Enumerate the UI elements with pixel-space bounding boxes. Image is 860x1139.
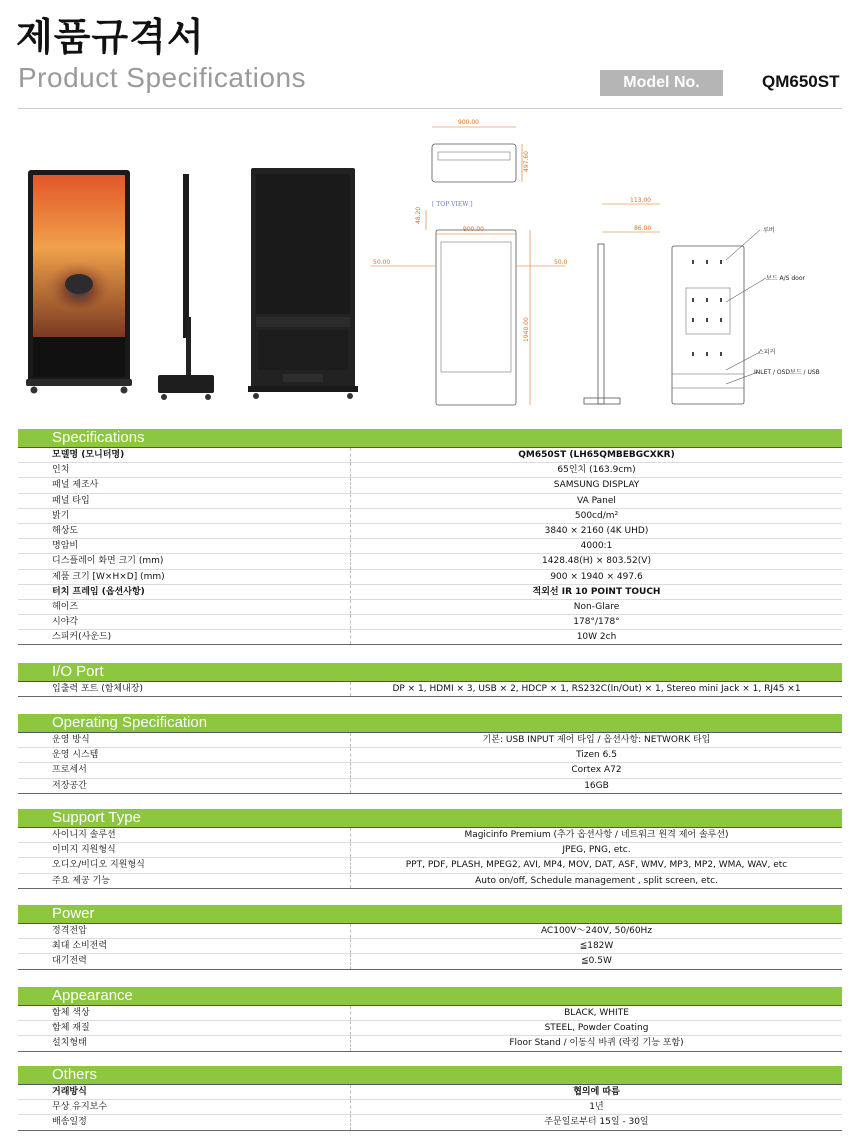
spec-key: 배송일정 bbox=[18, 1115, 351, 1129]
label-door: 보드 A/S door bbox=[766, 275, 805, 282]
spec-rows bbox=[18, 923, 842, 970]
dim-margin-right: 50.0 bbox=[554, 259, 568, 266]
top-view-label: [ TOP VIEW ] bbox=[432, 201, 473, 208]
spec-value: 4000:1 bbox=[580, 541, 613, 552]
spec-value: 500cd/m² bbox=[574, 510, 619, 521]
spec-row bbox=[18, 1006, 842, 1021]
spec-value: Auto on/off, Schedule management , split screen, etc. bbox=[475, 875, 718, 886]
dim-height: 1940.00 bbox=[523, 317, 530, 342]
spec-row bbox=[18, 843, 842, 858]
spec-key: 정격전압 bbox=[18, 924, 351, 938]
section-header: I/O Port bbox=[18, 663, 842, 681]
spec-value: Magicinfo Premium (추가 옵션사항 / 네트워크 원격 제어 솔루션) bbox=[464, 830, 729, 840]
dim-side-top: 113.00 bbox=[630, 197, 651, 204]
spec-row bbox=[18, 748, 842, 763]
spec-value: 178°/178° bbox=[573, 617, 620, 628]
spec-value: PPT, PDF, PLASH, MPEG2, AVI, MP4, MOV, DAT, ASF, WMV, MP3, MP2, WMA, WAV, etc bbox=[405, 860, 788, 871]
spec-row bbox=[18, 615, 842, 630]
spec-value: 900 × 1940 × 497.6 bbox=[550, 571, 643, 582]
spec-value: DP × 1, HDMI × 3, USB × 2, HDCP × 1, RS232C(In/Out) × 1, Stereo mini Jack × 1, RJ45 ×1 bbox=[392, 684, 801, 694]
dim-top-depth: 497.60 bbox=[523, 151, 530, 172]
dim-top-offset: 48.20 bbox=[415, 206, 422, 224]
kiosk-front-photo bbox=[26, 170, 132, 394]
spec-row bbox=[18, 509, 842, 524]
label-cover: 루버 bbox=[763, 227, 775, 234]
section-operating-specification bbox=[18, 714, 842, 794]
spec-row bbox=[18, 1021, 842, 1036]
spec-value: 적외선 IR 10 POINT TOUCH bbox=[532, 586, 661, 597]
page-title-english: Product Specifications bbox=[18, 62, 307, 93]
section-header: Support Type bbox=[18, 809, 842, 827]
dim-margin-left: 50.00 bbox=[373, 259, 391, 266]
spec-row bbox=[18, 858, 842, 873]
spec-row bbox=[18, 1036, 842, 1051]
kiosk-side-photo bbox=[158, 174, 214, 400]
spec-value: BLACK, WHITE bbox=[564, 1008, 629, 1018]
spec-key: 터치 프레임 (옵션사항) bbox=[18, 585, 351, 599]
spec-row bbox=[18, 733, 842, 748]
dim-side-mid: 86.00 bbox=[634, 225, 652, 232]
dim-top-width: 900.00 bbox=[458, 119, 479, 126]
section-power bbox=[18, 905, 842, 970]
spec-value: STEEL, Powder Coating bbox=[544, 1023, 649, 1034]
spec-key: 오디오/비디오 지원형식 bbox=[18, 858, 351, 872]
spec-row bbox=[18, 539, 842, 554]
spec-key: 무상 유지보수 bbox=[18, 1100, 351, 1114]
spec-value: 1428.48(H) × 803.52(V) bbox=[542, 556, 651, 567]
spec-key: 디스플레이 화면 크기 (mm) bbox=[18, 554, 351, 568]
label-speaker: 스피커 bbox=[758, 349, 776, 356]
spec-key: 대기전력 bbox=[18, 954, 351, 968]
spec-key: 패널 제조사 bbox=[18, 478, 351, 492]
spec-row bbox=[18, 682, 842, 697]
spec-row bbox=[18, 524, 842, 539]
spec-value: ≦182W bbox=[579, 941, 614, 952]
spec-value: Tizen 6.5 bbox=[576, 750, 617, 761]
section-header: Power bbox=[18, 905, 842, 923]
spec-row bbox=[18, 828, 842, 843]
spec-row bbox=[18, 763, 842, 778]
spec-value: VA Panel bbox=[577, 495, 616, 506]
spec-rows bbox=[18, 447, 842, 645]
spec-row bbox=[18, 954, 842, 969]
spec-row bbox=[18, 630, 842, 645]
section-header: Operating Specification bbox=[18, 714, 842, 732]
spec-key: 스피커(사운드) bbox=[18, 630, 351, 644]
spec-value: 기본: USB INPUT 제어 타입 / 옵션사항: NETWORK 타입 bbox=[482, 735, 711, 745]
spec-key: 해상도 bbox=[18, 524, 351, 538]
spec-key: 최대 소비전력 bbox=[18, 939, 351, 953]
spec-value: 협의에 따름 bbox=[573, 1087, 620, 1097]
spec-key: 이미지 지원형식 bbox=[18, 843, 351, 857]
spec-rows bbox=[18, 827, 842, 889]
spec-row bbox=[18, 448, 842, 463]
spec-value: 65인치 (163.9cm) bbox=[557, 465, 636, 476]
spec-value: ≦0.5W bbox=[581, 956, 612, 967]
spec-key: 설치형태 bbox=[18, 1036, 351, 1050]
spec-key: 시야각 bbox=[18, 615, 351, 629]
spec-value: 16GB bbox=[584, 780, 609, 791]
section-support-type bbox=[18, 809, 842, 889]
spec-row bbox=[18, 779, 842, 794]
spec-key: 함체 색상 bbox=[18, 1006, 351, 1020]
section-header: Specifications bbox=[18, 429, 842, 447]
spec-row bbox=[18, 1100, 842, 1115]
spec-row bbox=[18, 924, 842, 939]
technical-drawing bbox=[370, 119, 820, 405]
spec-row bbox=[18, 600, 842, 615]
spec-value: JPEG, PNG, etc. bbox=[562, 845, 631, 856]
spec-key: 프로세서 bbox=[18, 763, 351, 777]
spec-key: 입출력 포트 (함체내장) bbox=[18, 682, 351, 696]
spec-key: 헤이즈 bbox=[18, 600, 351, 614]
spec-value: AC100V～240V, 50/60Hz bbox=[540, 926, 653, 936]
spec-key: 운영 시스템 bbox=[18, 748, 351, 762]
section-others bbox=[18, 1066, 842, 1131]
spec-row bbox=[18, 939, 842, 954]
title-divider bbox=[18, 108, 842, 109]
spec-key: 명암비 bbox=[18, 539, 351, 553]
spec-key: 함체 재질 bbox=[18, 1021, 351, 1035]
model-number-label: Model No. bbox=[600, 70, 723, 96]
product-images-area bbox=[18, 112, 842, 424]
spec-key: 거래방식 bbox=[18, 1085, 351, 1099]
section-appearance bbox=[18, 987, 842, 1052]
spec-key: 제품 크기 [W×H×D] (mm) bbox=[18, 570, 351, 584]
section-io-port bbox=[18, 663, 842, 697]
spec-rows bbox=[18, 1005, 842, 1052]
spec-key: 인치 bbox=[18, 463, 351, 477]
dim-front-width: 900.00 bbox=[463, 226, 484, 233]
spec-value: QM650ST (LH65QMBEBGCXKR) bbox=[518, 450, 675, 460]
spec-rows bbox=[18, 732, 842, 794]
section-header: Appearance bbox=[18, 987, 842, 1005]
spec-key: 저장공간 bbox=[18, 779, 351, 793]
model-number-value: QM650ST bbox=[762, 72, 840, 91]
spec-key: 사이니지 솔루션 bbox=[18, 828, 351, 842]
spec-key: 패널 타입 bbox=[18, 494, 351, 508]
kiosk-back-photo bbox=[248, 168, 358, 399]
spec-value: Non-Glare bbox=[573, 601, 620, 612]
section-specifications bbox=[18, 429, 842, 645]
spec-value: Cortex A72 bbox=[571, 765, 622, 776]
spec-key: 운영 방식 bbox=[18, 733, 351, 747]
spec-row bbox=[18, 874, 842, 889]
spec-value: 주문일로부터 15일 - 30일 bbox=[544, 1117, 649, 1128]
spec-row bbox=[18, 585, 842, 600]
page-title-korean: 제품규격서 bbox=[16, 15, 205, 59]
spec-value: 10W 2ch bbox=[576, 632, 617, 643]
spec-key: 주요 제공 기능 bbox=[18, 874, 351, 888]
spec-row bbox=[18, 1115, 842, 1130]
spec-row bbox=[18, 570, 842, 585]
spec-row bbox=[18, 554, 842, 569]
spec-row bbox=[18, 478, 842, 493]
spec-rows bbox=[18, 1084, 842, 1131]
section-header: Others bbox=[18, 1066, 842, 1084]
spec-value: Floor Stand / 이동식 바퀴 (락킹 기능 포함) bbox=[509, 1038, 684, 1049]
spec-key: 모델명 (모니터명) bbox=[18, 448, 351, 462]
spec-rows bbox=[18, 681, 842, 697]
label-inlet: INLET / OSD보드 / USB bbox=[754, 369, 820, 376]
spec-row bbox=[18, 1085, 842, 1100]
spec-row bbox=[18, 494, 842, 509]
spec-value: SAMSUNG DISPLAY bbox=[553, 480, 640, 491]
spec-value: 1년 bbox=[589, 1102, 604, 1113]
spec-key: 밝기 bbox=[18, 509, 351, 523]
spec-row bbox=[18, 463, 842, 478]
spec-value: 3840 × 2160 (4K UHD) bbox=[544, 525, 649, 536]
